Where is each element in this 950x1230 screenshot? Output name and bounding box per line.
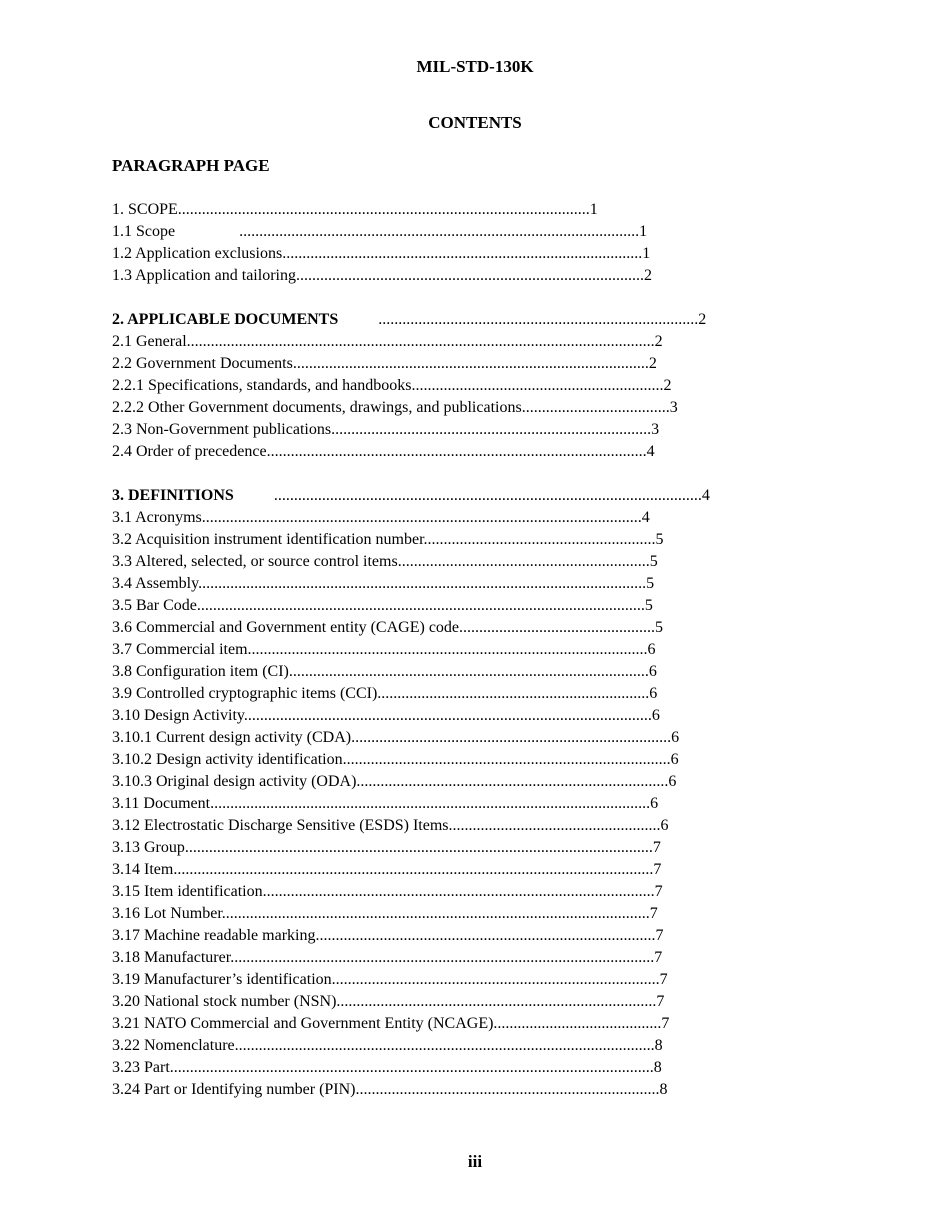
toc-dot-leader: .............................................................................................................. xyxy=(201,509,642,526)
toc-page-number: 6 xyxy=(649,685,658,702)
toc-entry[interactable] xyxy=(112,331,852,353)
toc-entry[interactable] xyxy=(112,881,852,903)
toc-entry[interactable] xyxy=(112,441,852,463)
toc-entry-title: 3.21 NATO Commercial and Government Entity (NCAGE) xyxy=(112,1015,494,1032)
toc-entry[interactable] xyxy=(112,683,852,705)
toc-entry-title: 3.18 Manufacturer xyxy=(112,949,231,966)
toc-dot-leader: ............................................................... xyxy=(411,377,664,394)
toc-dot-leader: ................................................................................ xyxy=(336,993,657,1010)
toc-entry-title: 3.16 Lot Number xyxy=(112,905,222,922)
toc-entry[interactable] xyxy=(112,551,852,573)
toc-page-number: 7 xyxy=(652,839,661,856)
toc-page-number: 6 xyxy=(647,641,656,658)
toc-entry-title: 3.7 Commercial item xyxy=(112,641,248,658)
toc-dot-leader: ............................................................................ xyxy=(355,1081,660,1098)
toc-entry[interactable] xyxy=(112,705,852,727)
column-heading: PARAGRAPH PAGE xyxy=(112,156,270,175)
toc-dot-leader: .............................................................................. xyxy=(356,773,669,790)
toc-entry[interactable] xyxy=(112,375,852,397)
toc-page-number: 3 xyxy=(651,421,660,438)
toc-dot-leader: ..................................................................................................................... xyxy=(186,333,655,350)
toc-dot-leader: ............................................................... xyxy=(397,553,650,570)
toc-entry-title: 3.1 Acronyms xyxy=(112,509,202,526)
toc-dot-leader: .................................................................................................... xyxy=(175,223,640,240)
toc-dot-leader: .................................................................... xyxy=(377,685,650,702)
toc-page-number: 5 xyxy=(646,575,655,592)
toc-entry[interactable] xyxy=(112,595,852,617)
toc-dot-leader: ...................................................................................................... xyxy=(243,707,652,724)
toc-dot-leader: .................................................................................. xyxy=(342,751,671,768)
table-of-contents xyxy=(112,199,852,1101)
toc-page-number: 7 xyxy=(653,861,662,878)
toc-entry[interactable] xyxy=(112,771,852,793)
toc-entry-title: 3.12 Electrostatic Discharge Sensitive (ESDS) Items xyxy=(112,817,449,834)
toc-entry[interactable] xyxy=(112,793,852,815)
toc-page-number: 2 xyxy=(654,333,663,350)
page-number: iii xyxy=(467,1152,483,1171)
toc-entry[interactable] xyxy=(112,1035,852,1057)
toc-page-number: 6 xyxy=(671,729,680,746)
toc-entry[interactable] xyxy=(112,199,852,221)
toc-page-number: 5 xyxy=(644,597,653,614)
toc-page-number: 2 xyxy=(698,311,707,328)
toc-entry-title: 2.1 General xyxy=(112,333,187,350)
toc-entry[interactable] xyxy=(112,661,852,683)
toc-page-number: 1 xyxy=(589,201,598,218)
toc-entry[interactable] xyxy=(112,925,852,947)
toc-entry-title: 2. APPLICABLE DOCUMENTS xyxy=(112,311,339,328)
toc-entry-title: 3.10 Design Activity xyxy=(112,707,244,724)
toc-dot-leader: ........................................................................................................... xyxy=(233,487,702,504)
toc-dot-leader: .......................................................................................... xyxy=(282,245,643,262)
toc-entry[interactable] xyxy=(112,353,852,375)
toc-entry-title: 3.10.3 Original design activity (ODA) xyxy=(112,773,357,790)
toc-page-number: 7 xyxy=(661,1015,670,1032)
toc-entry-title: 3.10.2 Design activity identification xyxy=(112,751,343,768)
toc-page-number: 7 xyxy=(654,883,663,900)
toc-entry-title: 3.17 Machine readable marking xyxy=(112,927,316,944)
toc-dot-leader: .......................................... xyxy=(493,1015,662,1032)
toc-entry[interactable] xyxy=(112,991,852,1013)
section-spacer xyxy=(112,463,852,485)
toc-entry[interactable] xyxy=(112,221,852,243)
toc-entry-title: 2.2.2 Other Government documents, drawings, and publications xyxy=(112,399,522,416)
toc-page-number: 6 xyxy=(651,707,660,724)
toc-entry-title: 3. DEFINITIONS xyxy=(112,487,234,504)
toc-entry-title: 3.2 Acquisition instrument identification number xyxy=(112,531,424,548)
toc-dot-leader: ................................................................................................................ xyxy=(196,597,645,614)
toc-page-number: 2 xyxy=(663,377,672,394)
toc-entry-title: 3.15 Item identification xyxy=(112,883,263,900)
toc-entry[interactable] xyxy=(112,859,852,881)
toc-entry[interactable] xyxy=(112,265,852,287)
toc-entry[interactable] xyxy=(112,1013,852,1035)
toc-entry-title: 3.10.1 Current design activity (CDA) xyxy=(112,729,352,746)
toc-entry[interactable] xyxy=(112,1079,852,1101)
toc-page-number: 2 xyxy=(648,355,657,372)
toc-entry-title: 3.5 Bar Code xyxy=(112,597,197,614)
toc-entry[interactable] xyxy=(112,485,852,507)
toc-dot-leader: ........................................................................................................................ xyxy=(173,861,654,878)
toc-entry-title: 3.19 Manufacturer’s identification xyxy=(112,971,332,988)
toc-entry[interactable] xyxy=(112,617,852,639)
toc-page-number: 7 xyxy=(649,905,658,922)
toc-entry[interactable] xyxy=(112,815,852,837)
toc-page-number: 1 xyxy=(642,245,651,262)
toc-entry[interactable] xyxy=(112,969,852,991)
toc-page-number: 6 xyxy=(668,773,677,790)
toc-dot-leader: ................................................................................................................ xyxy=(198,575,647,592)
document-identifier: MIL-STD-130K xyxy=(416,57,534,76)
toc-entry[interactable] xyxy=(112,947,852,969)
toc-dot-leader: ....................................................................................... xyxy=(295,267,644,284)
toc-page-number: 8 xyxy=(654,1037,663,1054)
toc-page-number: 7 xyxy=(656,993,665,1010)
toc-page-number: 6 xyxy=(648,663,657,680)
toc-dot-leader: .................................................................................................... xyxy=(247,641,648,658)
toc-dot-leader: ......................................................................................................... xyxy=(234,1037,655,1054)
toc-entry[interactable] xyxy=(112,903,852,925)
toc-entry-title: 3.3 Altered, selected, or source control items xyxy=(112,553,398,570)
toc-entry-title: 1.2 Application exclusions xyxy=(112,245,283,262)
toc-dot-leader: .......................................................................................... xyxy=(288,663,649,680)
toc-entry-title: 2.2.1 Specifications, standards, and handbooks xyxy=(112,377,412,394)
toc-dot-leader: ........................................................................................................... xyxy=(221,905,650,922)
toc-entry-title: 3.14 Item xyxy=(112,861,174,878)
toc-dot-leader: .......................................................................................................... xyxy=(230,949,655,966)
toc-entry[interactable] xyxy=(112,397,852,419)
toc-entry-title: 1.1 Scope xyxy=(112,223,176,240)
toc-dot-leader: ......................................................................................... xyxy=(292,355,649,372)
toc-entry-title: 1. SCOPE xyxy=(112,201,178,218)
toc-entry[interactable] xyxy=(112,1057,852,1079)
toc-entry-title: 2.4 Order of precedence xyxy=(112,443,267,460)
toc-page-number: 7 xyxy=(659,971,668,988)
toc-page-number: 8 xyxy=(659,1081,668,1098)
toc-page-number: 5 xyxy=(649,553,658,570)
toc-entry[interactable] xyxy=(112,309,852,331)
section-spacer xyxy=(112,287,852,309)
toc-entry[interactable] xyxy=(112,727,852,749)
toc-page-number: 6 xyxy=(650,795,659,812)
toc-entry-title: 1.3 Application and tailoring xyxy=(112,267,296,284)
toc-page-number: 6 xyxy=(660,817,669,834)
toc-page-number: 4 xyxy=(701,487,710,504)
toc-page-number: 5 xyxy=(655,619,664,636)
toc-entry[interactable] xyxy=(112,529,852,551)
toc-page-number: 8 xyxy=(653,1059,662,1076)
page-title: CONTENTS xyxy=(428,113,522,132)
toc-dot-leader: ..................................................... xyxy=(448,817,661,834)
toc-entry-title: 3.22 Nomenclature xyxy=(112,1037,235,1054)
toc-page-number: 4 xyxy=(646,443,655,460)
toc-page-number: 7 xyxy=(654,949,663,966)
toc-dot-leader: ................................................................................ xyxy=(338,311,699,328)
toc-entry-title: 2.2 Government Documents xyxy=(112,355,293,372)
toc-entry[interactable] xyxy=(112,419,852,441)
toc-entry[interactable] xyxy=(112,243,852,265)
toc-entry-title: 3.8 Configuration item (CI) xyxy=(112,663,289,680)
toc-entry[interactable] xyxy=(112,639,852,661)
toc-entry-title: 3.24 Part or Identifying number (PIN) xyxy=(112,1081,356,1098)
toc-entry[interactable] xyxy=(112,507,852,529)
toc-dot-leader: ..................................................................................... xyxy=(315,927,656,944)
toc-dot-leader: ................................................................................ xyxy=(351,729,672,746)
toc-dot-leader: ..................................................................................................................... xyxy=(184,839,653,856)
toc-dot-leader: .................................................................................................. xyxy=(262,883,655,900)
toc-dot-leader: ..................................... xyxy=(521,399,670,416)
toc-entry-title: 3.13 Group xyxy=(112,839,185,856)
toc-entry-title: 3.9 Controlled cryptographic items (CCI) xyxy=(112,685,378,702)
toc-entry-title: 3.23 Part xyxy=(112,1059,170,1076)
toc-dot-leader: ....................................................................................................... xyxy=(177,201,590,218)
toc-page-number: 3 xyxy=(669,399,678,416)
toc-entry[interactable] xyxy=(112,573,852,595)
toc-dot-leader: ......................................................................................................................... xyxy=(169,1059,654,1076)
toc-entry[interactable] xyxy=(112,749,852,771)
toc-dot-leader: ............................................................................................... xyxy=(266,443,647,460)
toc-dot-leader: ................................................. xyxy=(459,619,656,636)
toc-entry-title: 3.6 Commercial and Government entity (CAGE) code xyxy=(112,619,460,636)
toc-entry-title: 3.11 Document xyxy=(112,795,211,812)
toc-page-number: 1 xyxy=(639,223,648,240)
toc-page-number: 4 xyxy=(641,509,650,526)
toc-page-number: 6 xyxy=(670,751,679,768)
toc-page-number: 2 xyxy=(643,267,652,284)
toc-dot-leader: .............................................................................................................. xyxy=(210,795,651,812)
toc-page-number: 7 xyxy=(655,927,664,944)
toc-entry-title: 2.3 Non-Government publications xyxy=(112,421,332,438)
toc-entry[interactable] xyxy=(112,837,852,859)
toc-dot-leader: .......................................................... xyxy=(423,531,656,548)
toc-page-number: 5 xyxy=(655,531,664,548)
toc-entry-title: 3.20 National stock number (NSN) xyxy=(112,993,337,1010)
toc-dot-leader: .................................................................................. xyxy=(331,971,660,988)
toc-dot-leader: ................................................................................ xyxy=(331,421,652,438)
toc-entry-title: 3.4 Assembly xyxy=(112,575,199,592)
